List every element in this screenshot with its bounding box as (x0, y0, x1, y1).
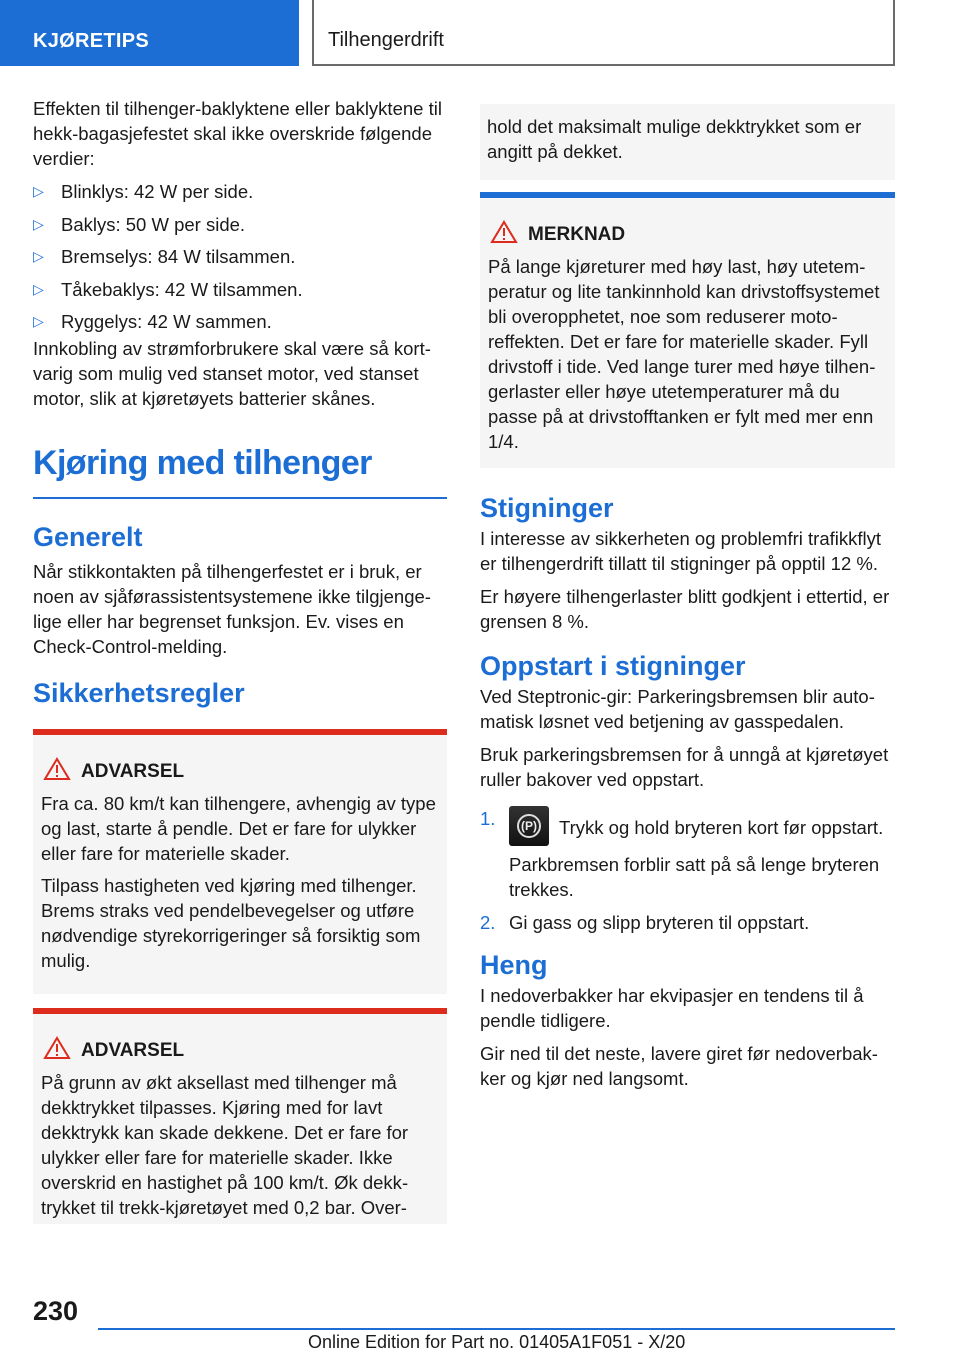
heng-paragraph: Gir ned til det neste, lavere giret før nedoverbakker og kjør ned langsomt. (480, 1043, 878, 1089)
right-column (480, 104, 895, 1099)
footer-divider (98, 1328, 895, 1330)
intro-paragraph: Effekten til tilhenger-baklyktene eller baklyktene til hekk-bagasjefestet skal ikke overskride følgende verdier: (33, 98, 442, 169)
warning-triangle-icon (490, 220, 518, 244)
stigninger-heading: Stigninger (480, 493, 614, 523)
step-number: 2. (480, 912, 496, 933)
generelt-heading: Generelt (33, 521, 143, 552)
oppstart-paragraph: Ved Steptronic-gir: Parkeringsbremsen blir automatisk løsnet ved betjening av gasspedalen. (480, 686, 875, 732)
warning-triangle-icon (43, 1036, 71, 1060)
chapter-title: Tilhengerdrift (312, 0, 895, 66)
left-column (33, 96, 447, 1224)
warning-box (33, 1008, 447, 1224)
list-item: ▷ Ryggelys: 42 W sammen. (33, 311, 272, 332)
step-item: 2. Gi gass og slipp bryteren til oppstart. (480, 912, 810, 933)
triangle-bullet-icon: ▷ (33, 248, 44, 264)
triangle-bullet-icon: ▷ (33, 313, 44, 329)
warning-triangle-icon (43, 757, 71, 781)
oppstart-paragraph: Bruk parkeringsbremsen for å unngå at kjøretøyet ruller bakover ved oppstart. (480, 744, 889, 790)
warning-text: På grunn av økt aksellast med tilhenger må dekktrykket tilpasses. Kjøring med for lavt dekktrykk kan skade dekkene. Det er fare for ulykker eller fare for materielle skader. Ikke overskrid en hastighet på 100 km/t. Øk dekktrykket til trekk-kjøretøyet med 0,2 bar. Over- (41, 1071, 409, 1218)
oppstart-heading: Oppstart i stigninger (480, 651, 746, 681)
steps-list (480, 806, 895, 935)
warning-continuation: hold det maksimalt mulige dekktrykket som er angitt på dekket. (480, 104, 895, 180)
triangle-bullet-icon: ▷ (33, 280, 44, 297)
bulb-list (33, 179, 447, 342)
page-number: 230 (33, 1296, 79, 1326)
section-tab: KJØRETIPS (0, 0, 299, 66)
list-item: ▷ Bremselys: 84 W tilsammen. (33, 246, 296, 267)
parking-brake-button-icon: (P) (509, 806, 549, 846)
note-title: MERKNAD (488, 220, 887, 254)
warning-text: Fra ca. 80 km/t kan tilhengere, avhengig av type og last, starte å pendle. Det er fare for ulykker eller fare for materielle skader. (41, 792, 436, 864)
warning-title: ADVARSEL (41, 1036, 439, 1070)
list-item: ▷ Baklys: 50 W per side. (33, 213, 246, 235)
list-item: ▷ Blinklys: 42 W per side. (33, 181, 254, 202)
step-number: 1. (480, 808, 496, 829)
list-item: ▷ Tåkebaklys: 42 W tilsammen. (33, 278, 303, 300)
step-item: 1. (P) Trykk og hold bryteren kort før oppstart. Parkbremsen forblir satt på så lenge bryteren trekkes. (480, 806, 895, 902)
page-header (0, 0, 960, 66)
page-footer (0, 1290, 960, 1362)
triangle-bullet-icon: ▷ (33, 215, 44, 232)
stigninger-paragraph: I interesse av sikkerheten og problemfri trafikkflyt er tilhengerdrift tillatt til stigninger på opptil 12 %. (480, 528, 881, 574)
step-subtext: Parkbremsen forblir satt på så lenge bryteren trekkes. (509, 854, 880, 900)
generelt-paragraph: Når stikkontakten på tilhengerfestet er i bruk, er noen av sjåførassistentsystemene ikke tilgjengelige eller har begrenset funksjon. Ev. vises en Check-Control-melding. (33, 560, 431, 657)
note-box (480, 192, 895, 468)
warning-title: ADVARSEL (41, 757, 439, 791)
heng-heading: Heng (480, 950, 548, 980)
stigninger-paragraph: Er høyere tilhengerlaster blitt godkjent i ettertid, er grensen 8 %. (480, 586, 890, 632)
warning-box (33, 729, 447, 994)
sikkerhet-heading: Sikkerhetsregler (33, 677, 245, 708)
edition-text: Online Edition for Part no. 01405A1F051 - X/20 (308, 1332, 686, 1352)
battery-paragraph: Innkobling av strømforbrukere skal være så kortvarig som mulig ved stanset motor, ved stanset motor, slik at kjøretøyets batterier skånes. (33, 337, 431, 409)
warning-text: Tilpass hastigheten ved kjøring med tilhenger. Brems straks ved pendelbevegelser og utføre nødvendige styrekorrigeringer så forsiktig som mulig. (41, 874, 421, 971)
note-text: På lange kjøreturer med høy last, høy utetemperatur og lite tankinnhold kan drivstoffsystemet bli overopphetet, noe som reduserer motoreffekten. Det er fare for materielle skader. Fyll drivstoff i tide. Ved lange turer med høye tilhengerlaster eller høye utetemperaturer må du passe på at drivstofftanken er fylt med mer enn 1/4. (488, 256, 880, 452)
heng-paragraph: I nedoverbakker har ekvipasjer en tendens til å pendle tidligere. (480, 985, 864, 1031)
main-heading: Kjøring med tilhenger (33, 443, 447, 499)
triangle-bullet-icon: ▷ (33, 183, 44, 199)
